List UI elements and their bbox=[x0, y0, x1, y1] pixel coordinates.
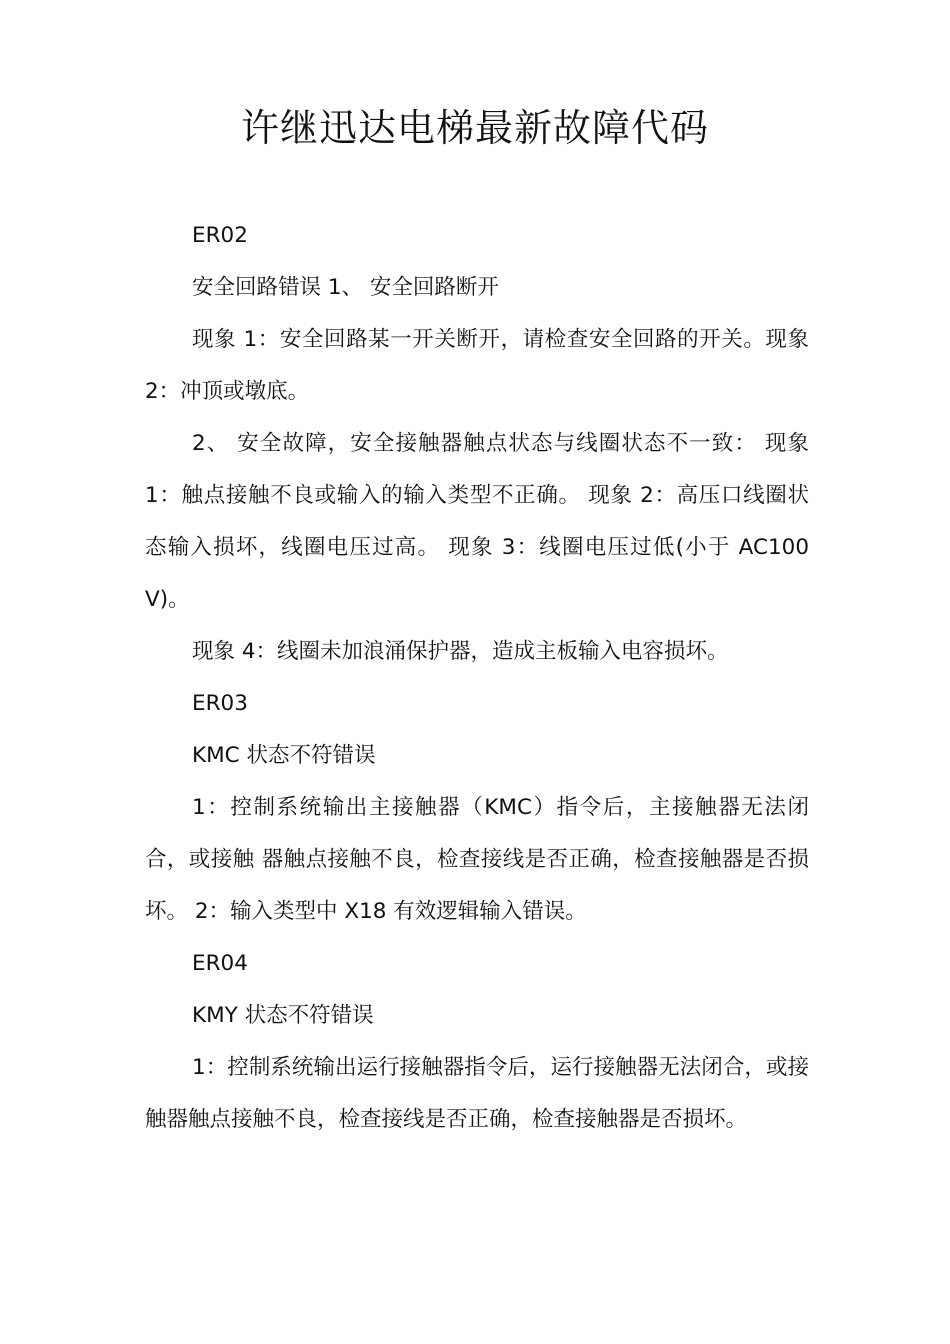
paragraph-kmy-error: KMY 状态不符错误 bbox=[192, 1003, 374, 1028]
paragraph-kmy-details: 1：控制系统输出运行接触器指令后，运行接触器无法闭合，或接触器触点接触不良，检查接线是否正确，检查接触器是否损坏。 bbox=[145, 1055, 809, 1132]
paragraph-safety-fault: 2、 安全故障，安全接触器触点状态与线圈状态不一致： 现象 1：触点接触不良或输入的输入类型不正确。 现象 2：高压口线圈状态输入损坏，线圈电压过高。 现象 3：线圈电压过低(小于 AC100V)。 bbox=[145, 431, 809, 612]
paragraph-safety-circuit-error: 安全回路错误 1、 安全回路断开 bbox=[192, 275, 499, 300]
paragraph-er02-code: ER02 bbox=[192, 223, 248, 248]
paragraph-phenomenon-4: 现象 4：线圈未加浪涌保护器，造成主板输入电容损坏。 bbox=[192, 639, 729, 664]
paragraph-kmc-error: KMC 状态不符错误 bbox=[192, 743, 376, 768]
document-body bbox=[145, 210, 809, 1146]
paragraph-kmc-details: 1：控制系统输出主接触器（KMC）指令后，主接触器无法闭合，或接触 器触点接触不良，检查接线是否正确，检查接触器是否损坏。 2：输入类型中 X18 有效逻辑输入错误。 bbox=[145, 795, 809, 924]
paragraph-er03-code: ER03 bbox=[192, 691, 248, 716]
document-title: 许继迅达电梯最新故障代码 bbox=[240, 106, 709, 150]
paragraph-er04-code: ER04 bbox=[192, 951, 248, 976]
paragraph-phenomenon-1-2: 现象 1：安全回路某一开关断开，请检查安全回路的开关。现象 2：冲顶或墩底。 bbox=[145, 327, 809, 404]
